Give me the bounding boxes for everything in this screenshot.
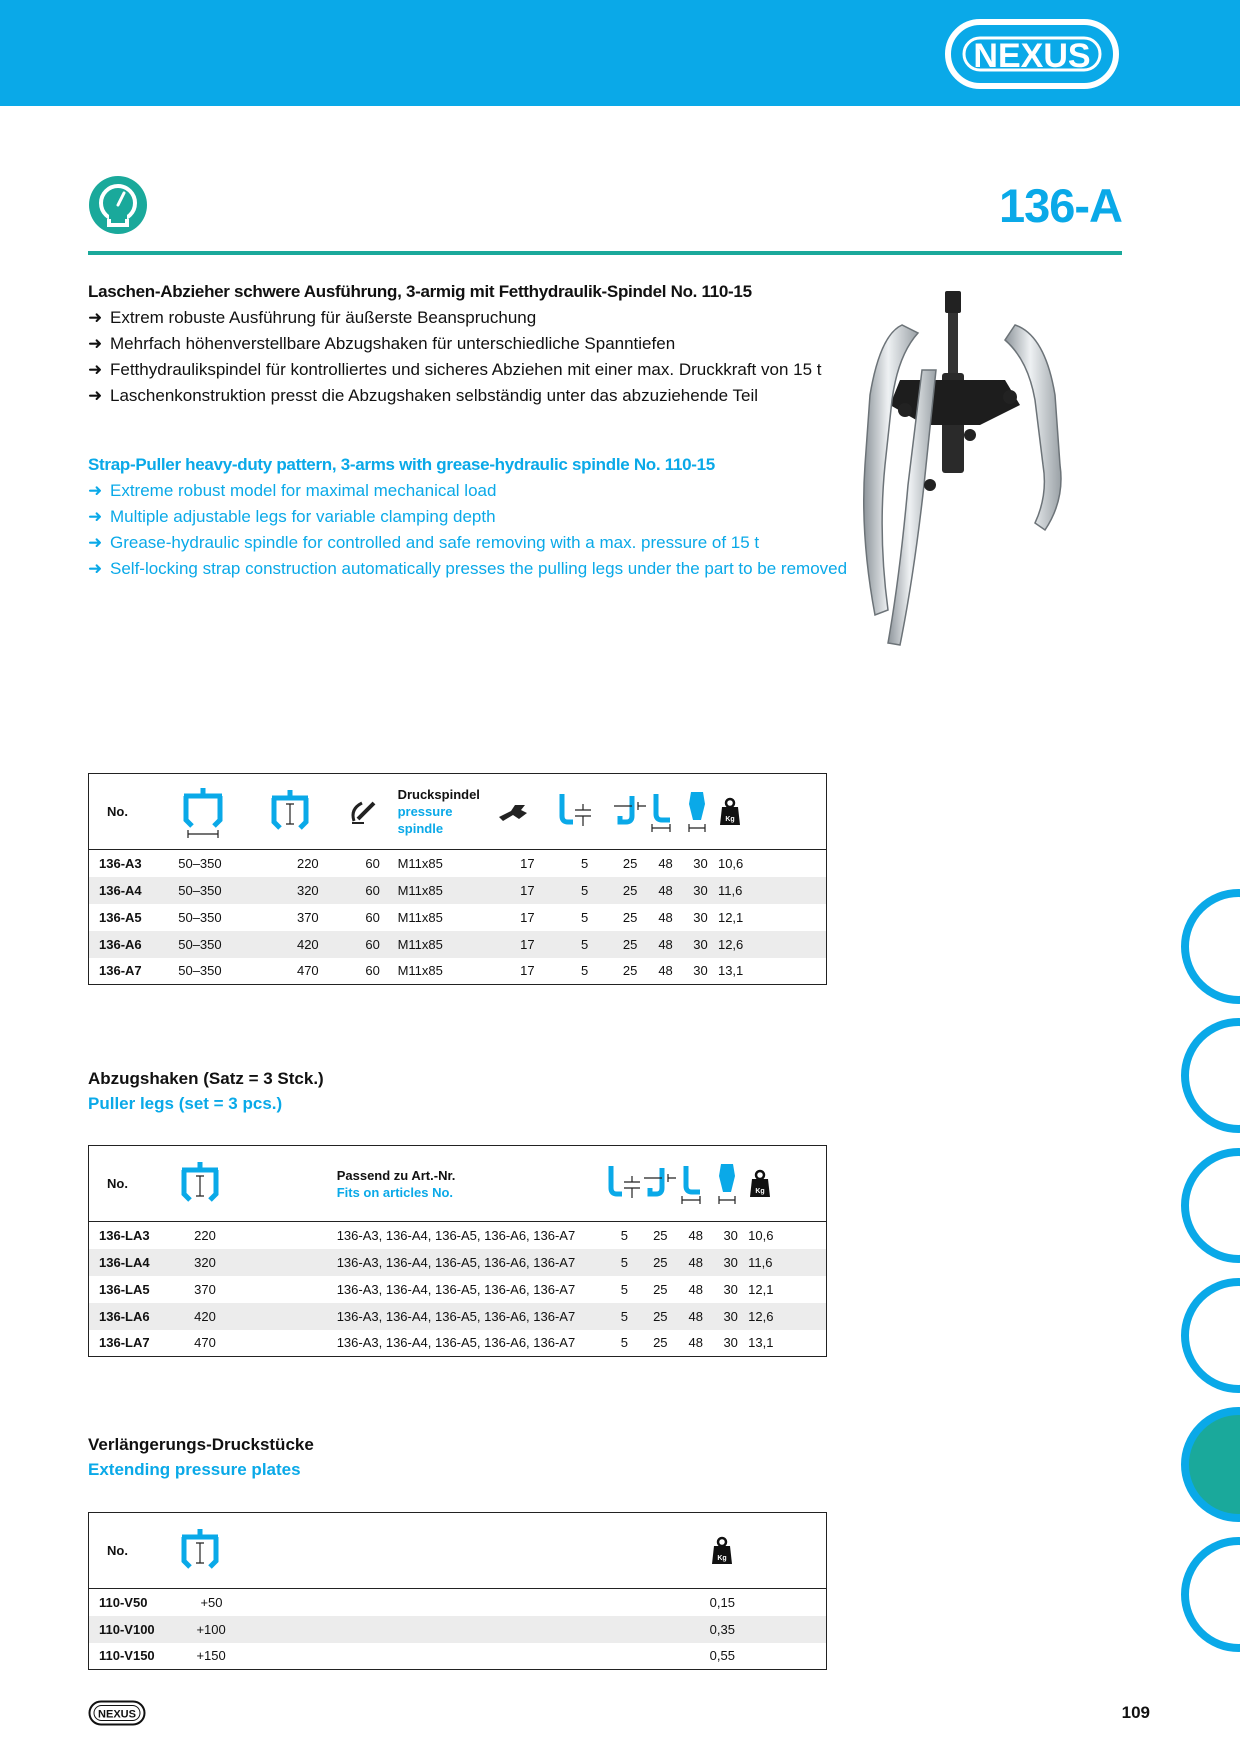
column-header-no: No. — [107, 1176, 128, 1191]
arrow-icon: ➜ — [88, 559, 103, 578]
svg-text:Kg: Kg — [755, 1187, 765, 1195]
table-row: 136-A7 50–350 470 60 M11x85 17 5 25 48 30 13,1 — [99, 963, 744, 979]
column-header-no: No. — [107, 804, 128, 819]
section-title-english: Extending pressure plates — [88, 1460, 301, 1479]
weight-icon — [718, 774, 753, 850]
header-bar — [0, 0, 1240, 106]
table-row: 110-V150 +150 0,55 — [99, 1648, 735, 1664]
reach-depth-icon — [178, 1513, 697, 1589]
reach-depth-icon — [178, 1146, 337, 1222]
gauge-icon — [88, 175, 148, 235]
fits-column-header: Passend zu Art.-Nr. Fits on articles No. — [336, 1167, 456, 1200]
description-english-heading: Strap-Puller heavy-duty pattern, 3-arms with grease-hydraulic spindle No. 110-15 — [88, 455, 715, 474]
arrow-icon: ➜ — [88, 481, 103, 500]
table-row: 136-LA3 220 136-A3, 136-A4, 136-A5, 136-A6, 136-A7 5 25 48 30 10,6 — [99, 1227, 774, 1243]
wrench-icon — [497, 774, 557, 850]
svg-text:Kg: Kg — [716, 1554, 727, 1562]
list-item: ➜ Grease-hydraulic spindle for controlled and safe removing with a max. pressure of 15 t — [88, 530, 848, 556]
section-pressure-plates — [88, 1432, 314, 1482]
jaw-offset-icon — [642, 1146, 678, 1222]
rotation-angle-icon — [348, 774, 398, 850]
product-image — [830, 285, 1075, 680]
jaw-width-icon — [648, 774, 683, 850]
jaw-thickness-icon — [557, 774, 612, 850]
reach-depth-icon — [268, 774, 348, 850]
list-item: ➜ Fetthydraulikspindel für kontrolliertes und sicheres Abziehen mit einer max. Druckkraft von 15 t — [88, 357, 848, 383]
arrow-icon: ➜ — [88, 533, 103, 552]
product-table — [88, 773, 827, 985]
section-title-english: Puller legs (set = 3 pcs.) — [88, 1094, 283, 1113]
weight-icon — [748, 1146, 826, 1222]
weight-icon — [698, 1513, 827, 1589]
nexus-footer-logo — [88, 1700, 146, 1726]
arrow-icon: ➜ — [88, 507, 103, 526]
page-number: 109 — [1121, 1703, 1150, 1722]
table-row: 136-LA5 370 136-A3, 136-A4, 136-A5, 136-A6, 136-A7 5 25 48 30 12,1 — [99, 1281, 774, 1297]
tip-width-icon — [683, 774, 718, 850]
chapter-tab-5-active[interactable] — [1181, 1407, 1240, 1522]
chapter-tab-1[interactable] — [1181, 889, 1240, 1004]
puller-legs-table — [88, 1145, 827, 1357]
feature-list-german — [88, 305, 848, 409]
table-row: 110-V100 +100 0,35 — [89, 1616, 827, 1643]
arrow-icon: ➜ — [88, 334, 103, 353]
header-divider — [88, 251, 1122, 255]
description-german — [88, 279, 848, 409]
table-row: 136-LA7 470 136-A3, 136-A4, 136-A5, 136-A6, 136-A7 5 25 48 30 13,1 — [99, 1335, 774, 1351]
svg-text:NEXUS: NEXUS — [973, 37, 1091, 75]
section-title-german: Abzugshaken (Satz = 3 Stck.) — [88, 1069, 324, 1088]
table-row: 136-A3 50–350 220 60 M11x85 17 5 25 48 30 10,6 — [99, 855, 744, 871]
nexus-logo — [944, 16, 1120, 92]
section-puller-legs — [88, 1066, 324, 1116]
list-item: ➜ Extreme robust model for maximal mechanical load — [88, 478, 848, 504]
arrow-icon: ➜ — [88, 308, 103, 327]
table-row: 136-LA4 320 136-A3, 136-A4, 136-A5, 136-A6, 136-A7 5 25 48 30 11,6 — [89, 1249, 827, 1276]
jaw-thickness-icon — [606, 1146, 642, 1222]
table-header-row — [89, 1513, 827, 1589]
arrow-icon: ➜ — [88, 360, 103, 379]
table-row: 136-A6 50–350 420 60 M11x85 17 5 25 48 30 12,6 — [89, 931, 827, 958]
list-item: ➜ Mehrfach höhenverstellbare Abzugshaken für unterschiedliche Spanntiefen — [88, 331, 848, 357]
jaw-offset-icon — [612, 774, 648, 850]
chapter-tab-6[interactable] — [1181, 1537, 1240, 1652]
description-english — [88, 452, 848, 582]
table-header-row — [89, 774, 827, 850]
column-header-no: No. — [107, 1543, 128, 1558]
svg-text:NEXUS: NEXUS — [98, 1708, 136, 1721]
spindle-column-header: Druckspindel pressure spindle — [397, 787, 480, 836]
description-german-heading: Laschen-Abzieher schwere Ausführung, 3-armig mit Fetthydraulik-Spindel No. 110-15 — [88, 282, 752, 301]
list-item: ➜ Laschenkonstruktion presst die Abzugshaken selbständig unter das abzuziehende Teil — [88, 383, 848, 409]
svg-text:Kg: Kg — [725, 815, 735, 823]
table-header-row — [89, 1146, 827, 1222]
table-row: 110-V50 +50 0,15 — [99, 1594, 735, 1610]
list-item: ➜ Extrem robuste Ausführung für äußerste Beanspruchung — [88, 305, 848, 331]
product-code: 136-A — [998, 179, 1122, 232]
chapter-tab-4[interactable] — [1181, 1278, 1240, 1393]
list-item: ➜ Multiple adjustable legs for variable clamping depth — [88, 504, 848, 530]
feature-list-english — [88, 478, 848, 582]
table-row: 136-LA6 420 136-A3, 136-A4, 136-A5, 136-A6, 136-A7 5 25 48 30 12,6 — [89, 1303, 827, 1330]
span-width-icon — [178, 774, 268, 850]
header-spacer — [753, 774, 827, 850]
tip-width-icon — [713, 1146, 748, 1222]
list-item: ➜ Self-locking strap construction automatically presses the pulling legs under the part to be removed — [88, 556, 848, 582]
table-row: 136-A5 50–350 370 60 M11x85 17 5 25 48 30 12,1 — [99, 909, 744, 925]
section-title-german: Verlängerungs-Druckstücke — [88, 1435, 314, 1454]
chapter-tab-2[interactable] — [1181, 1018, 1240, 1133]
arrow-icon: ➜ — [88, 386, 103, 405]
chapter-tab-3[interactable] — [1181, 1148, 1240, 1263]
pressure-plates-table — [88, 1512, 827, 1670]
table-row: 136-A4 50–350 320 60 M11x85 17 5 25 48 30 11,6 — [89, 877, 827, 904]
jaw-width-icon — [678, 1146, 713, 1222]
